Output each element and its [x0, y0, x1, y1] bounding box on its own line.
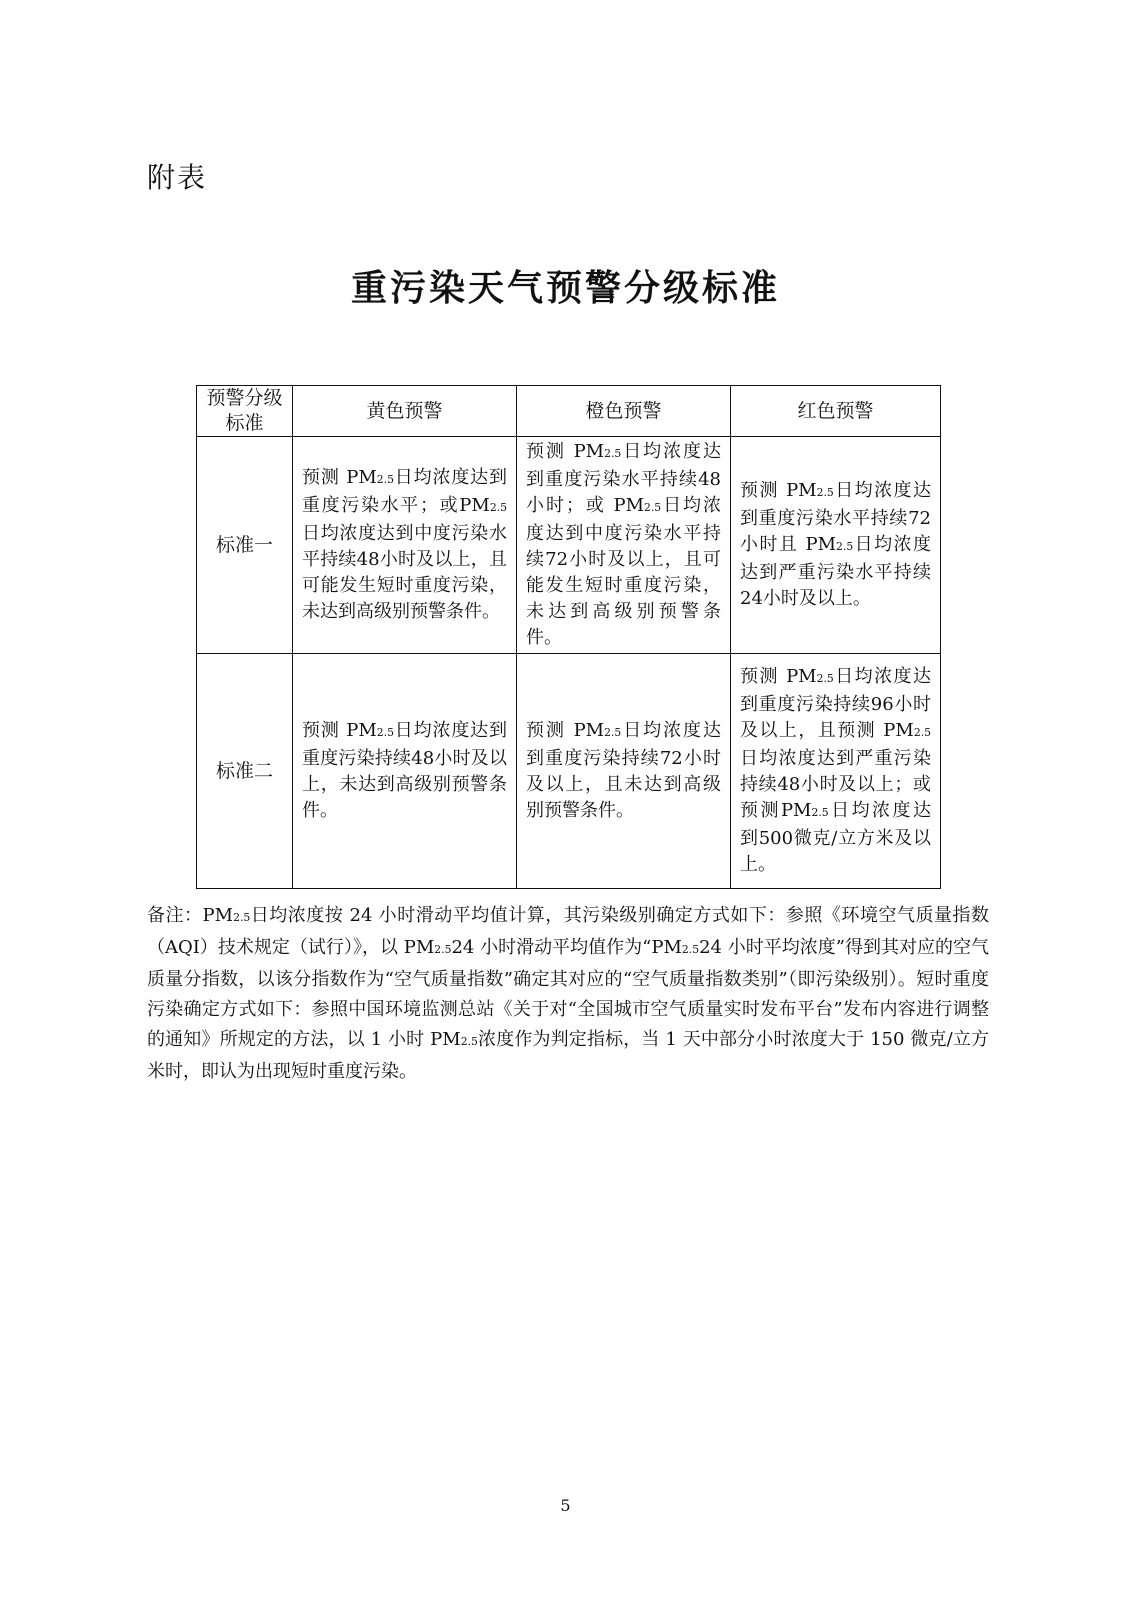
cell-standard-1-yellow: 预测 PM2.5日均浓度达到重度污染水平；或PM2.5日均浓度达到中度污染水平持续48小时及以上，且可能发生短时重度污染，未达到高级别预警条件。: [293, 437, 517, 654]
document-title: 重污染天气预警分级标准: [350, 267, 780, 309]
cell-standard-1-red: 预测 PM2.5日均浓度达到重度污染水平持续72小时且 PM2.5日均浓度达到严重污染水平持续24小时及以上。: [731, 437, 941, 654]
row-label-standard-1: 标准一: [197, 437, 293, 654]
cell-standard-2-orange: 预测 PM2.5日均浓度达到重度污染持续72小时及以上，且未达到高级别预警条件。: [517, 654, 731, 889]
page-number: 5: [560, 1496, 571, 1515]
table-note: 备注：PM2.5日均浓度按 24 小时滑动平均值计算，其污染级别确定方式如下：参照《环境空气质量指数（AQI）技术规定（试行）》，以 PM2.524 小时滑动平均值作为“PM2.524 小时平均浓度”得到其对应的空气质量分指数，以该分指数作为“空气质量指数”确定其对应的“空气质量指数类别”（即污染级别）。短时重度污染确定方式如下：参照中国环境监测总站《关于对“全国城市空气质量实时发布平台”发布内容进行调整的通知》所规定的方法，以 1 小时 PM2.5浓度作为判定指标，当 1 天中部分小时浓度大于 150 微克/立方米时，即认为出现短时重度污染。: [147, 905, 990, 1082]
header-red-warning: 红色预警: [731, 386, 941, 437]
table-row: [197, 654, 941, 889]
header-yellow-warning: 黄色预警: [293, 386, 517, 437]
cell-standard-2-yellow: 预测 PM2.5日均浓度达到重度污染持续48小时及以上，未达到高级别预警条件。: [293, 654, 517, 889]
appendix-heading: 附表: [147, 161, 208, 194]
cell-standard-2-red: 预测 PM2.5日均浓度达到重度污染持续96小时及以上，且预测 PM2.5日均浓度达到严重污染持续48小时及以上；或预测PM2.5日均浓度达到500微克/立方米及以上。: [731, 654, 941, 889]
cell-standard-1-orange: 预测 PM2.5日均浓度达到重度污染水平持续48小时；或 PM2.5日均浓度达到中度污染水平持续72小时及以上，且可能发生短时重度污染，未达到高级别预警条件。: [517, 437, 731, 654]
table-row: [197, 437, 941, 654]
table-header-row: [197, 386, 941, 437]
row-label-standard-2: 标准二: [197, 654, 293, 889]
header-orange-warning: 橙色预警: [517, 386, 731, 437]
warning-grade-table: [196, 385, 941, 889]
header-grade-standard: 预警分级标准: [197, 386, 293, 437]
